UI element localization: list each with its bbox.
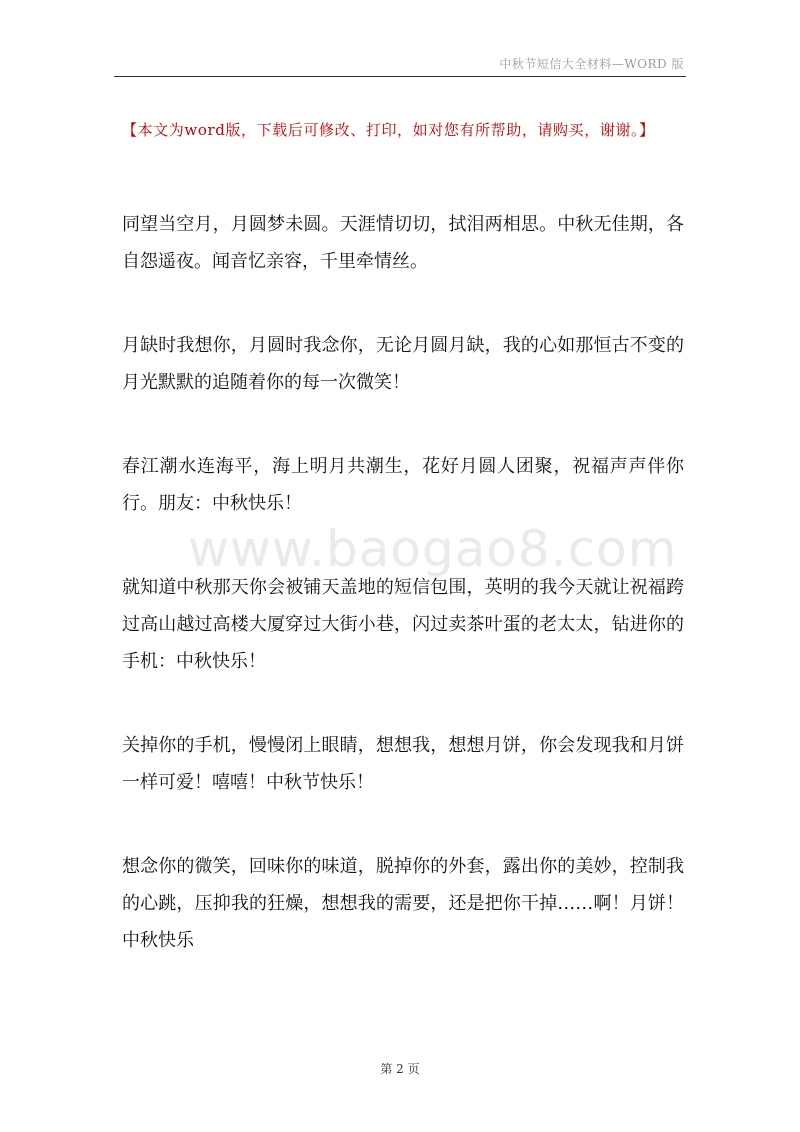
word-version-notice: 【本文为word版，下载后可修改、打印，如对您有所帮助，请购买，谢谢。】: [122, 121, 655, 139]
page-header-title: 中秋节短信大全材料—WORD 版: [499, 57, 684, 71]
page-number: 第 2 页: [380, 1062, 420, 1076]
document-body: [122, 206, 684, 1006]
paragraph-1: 同望当空月，月圆梦未圆。天涯情切切，拭泪两相思。中秋无佳期，各自怨遥夜。闻音忆亲容，千里牵情丝。: [122, 214, 684, 272]
paragraph-2: 月缺时我想你，月圆时我念你，无论月圆月缺，我的心如那恒古不变的月光默默的追随着你的每一次微笑！: [122, 335, 684, 393]
paragraph-3: 春江潮水连海平，海上明月共潮生，花好月圆人团聚，祝福声声伴你行。朋友：中秋快乐！: [122, 456, 684, 514]
watermark: www.baogao8.com: [188, 520, 678, 578]
header-divider: [114, 76, 686, 77]
paragraph-6: 想念你的微笑，回味你的味道，脱掉你的外套，露出你的美妙，控制我的心跳，压抑我的狂燥，想想我的需要，还是把你干掉……啊！月饼！中秋快乐: [122, 856, 684, 951]
paragraph-5: 关掉你的手机，慢慢闭上眼睛，想想我，想想月饼，你会发现我和月饼一样可爱！嘻嘻！中秋节快乐！: [122, 735, 684, 793]
paragraph-4: 就知道中秋那天你会被铺天盖地的短信包围，英明的我今天就让祝福跨过高山越过高楼大厦穿过大街小巷，闪过卖茶叶蛋的老太太，钻进你的手机：中秋快乐！: [122, 577, 684, 672]
